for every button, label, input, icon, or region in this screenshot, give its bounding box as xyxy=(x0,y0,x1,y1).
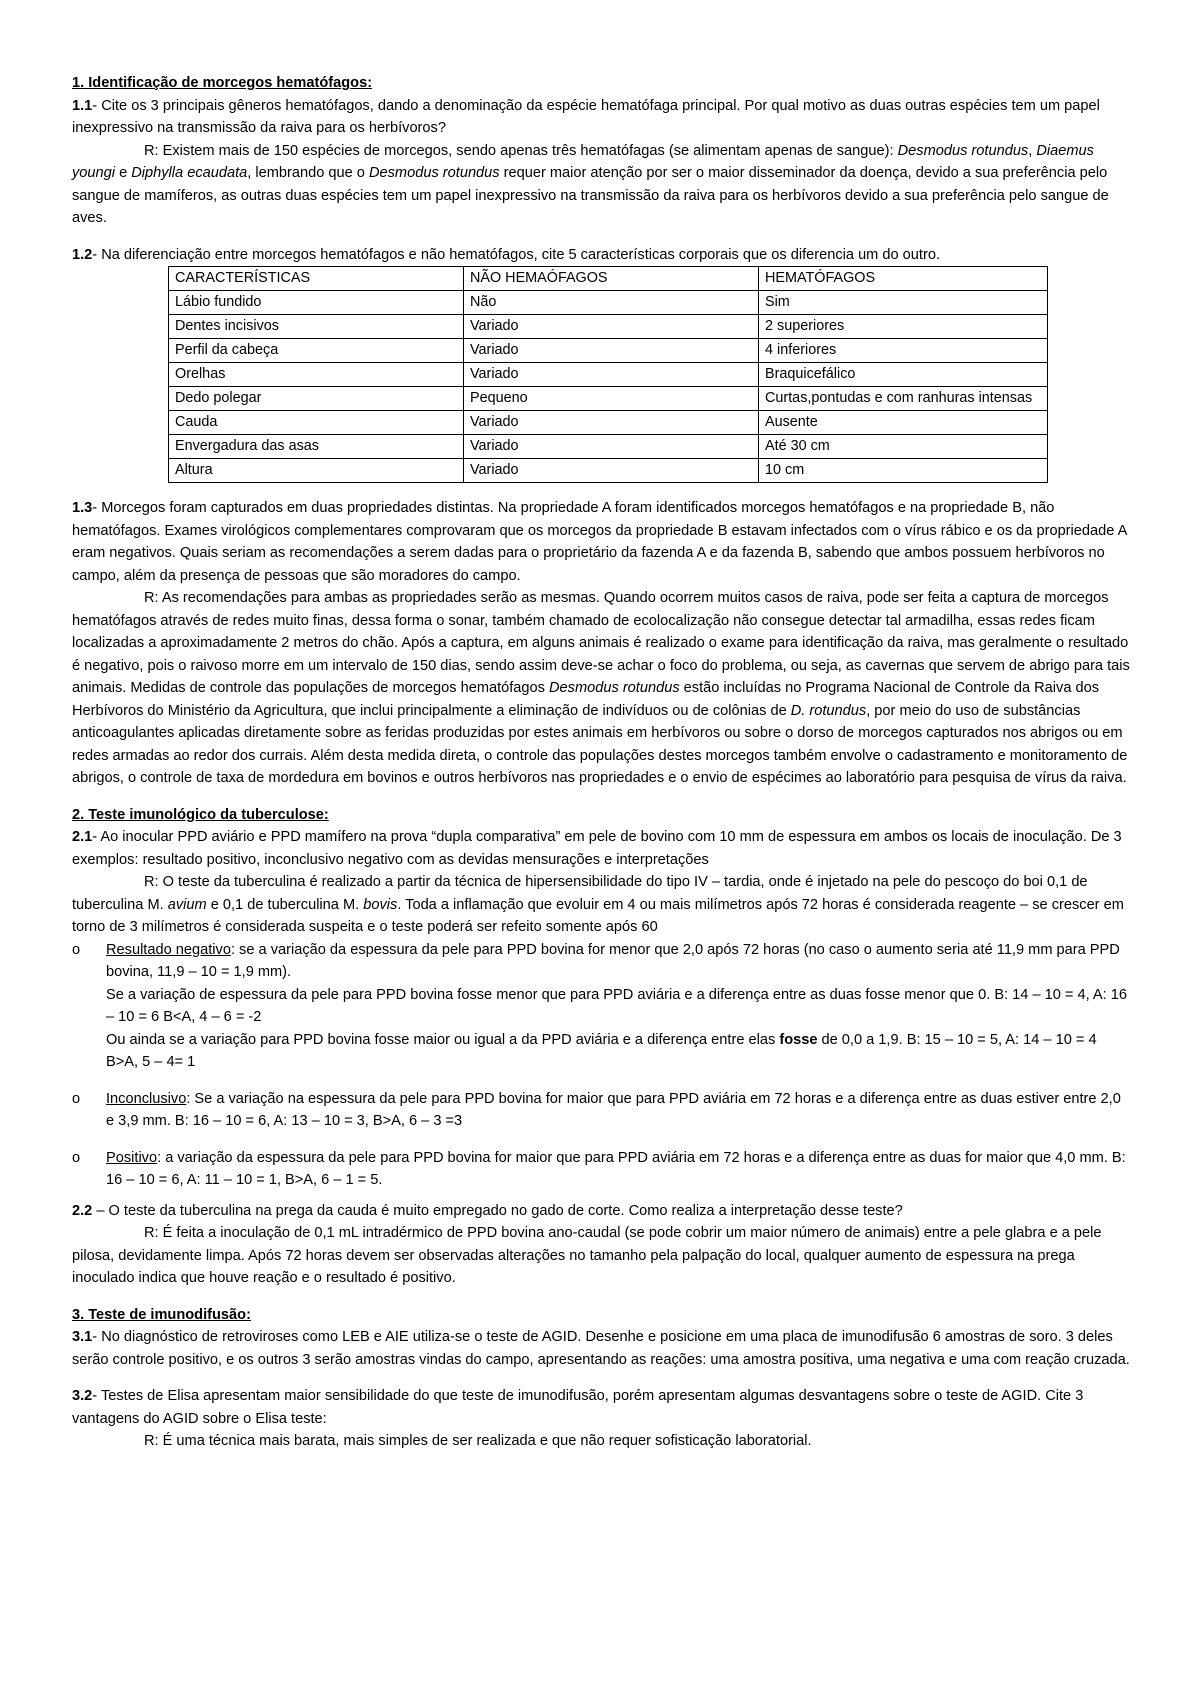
question-2-1: 2.1- Ao inocular PPD aviário e PPD mamífero na prova “dupla comparativa” em pele de bovino com 10 mm de espessura em ambos os locais de inoculação. De 3 exemplos: resultado positivo, inconclusivo negativo com as devidas mensurações e interpretações xyxy=(72,829,1122,868)
bullet-marker: o xyxy=(72,1149,81,1166)
bullet-marker: o xyxy=(72,1090,81,1107)
table-cell: Não xyxy=(464,291,759,315)
positive-label: Positivo xyxy=(106,1149,158,1166)
question-number: 1.1 xyxy=(72,97,93,114)
question-3-2: 3.2- Testes de Elisa apresentam maior sensibilidade do que teste de imunodifusão, porém apresentam algumas desvantagens sobre o teste de AGID. Cite 3 vantagens do AGID sobre o Elisa teste: xyxy=(72,1388,1084,1427)
answer-1-3: R: As recomendações para ambas as propriedades serão as mesmas. Quando ocorrem muitos casos de raiva, pode ser feita a captura de morcegos hematófagos através de redes muito finas, dessa forma o sonar, também chamado de ecolocalização não consegue detectar tal armadilha, essas redes ficam localizadas a aproximadamente 2 metros do chão. Após a captura, em alguns animais é realizado o exame para identificação da raiva, mas geralmente o resultado é negativo, pois o raivoso morre em um intervalo de 150 dias, sendo assim deve-se achar o foco do problema, ou seja, as cavernas que servem de abrigo para tais animais. Medidas de controle das populações de morcegos hematófagos Desmodus rotundus estão incluídas no Programa Nacional de Controle da Raiva dos Herbívoros do Ministério da Agricultura, que inclui principalmente a eliminação de indivíduos ou de colônias de D. rotundus, por meio do uso de substâncias anticoagulantes aplicadas diretamente sobre as feridas produzidas por estes animais em herbívoros ou sobre o dorso de morcegos capturados nos abrigos ou em redes armadas ao redor dos currais. Além desta medida direta, o controle das populações destes morcegos também envolve o cadastramento e monitoramento de abrigos, o controle de taxa de mordedura em bovinos e outros herbívoros nas propriedades e o envio de espécimes ao laboratório para pesquisa de vírus da raiva. xyxy=(72,590,1130,786)
bullet-marker: o xyxy=(72,941,81,958)
negative-example-2: Ou ainda se a variação para PPD bovina fosse maior ou igual a da PPD aviária e a diferença entre elas fosse de 0,0 a 1,9. B: 15 – 10 = 5, A: 14 – 10 = 4 B>A, 5 – 4= 1 xyxy=(106,1031,1097,1070)
answer-3-2: R: É uma técnica mais barata, mais simples de ser realizada e que não requer sofisticação laboratorial. xyxy=(144,1433,812,1449)
table-cell: Dedo polegar xyxy=(169,387,464,411)
inconclusive-label: Inconclusivo xyxy=(106,1090,187,1107)
table-cell: Variado xyxy=(464,435,759,459)
table-cell: Curtas,pontudas e com ranhuras intensas xyxy=(759,387,1048,411)
section-2-title: 2. Teste imunológico da tuberculose: xyxy=(72,806,329,823)
question-number: 2.1 xyxy=(72,829,93,845)
bullet-negative: o Resultado negativo: se a variação da espessura da pele para PPD bovina for menor que 2,0 após 72 horas (no caso o aumento seria até 11,9 mm para PPD bovina, 11,9 – 10 = 1,9 mm). Se a variação de espessura da pele para PPD bovina fosse menor que para PPD aviária e a diferença entre as duas fosse menor que 0. B: 14 – 10 = 4, A: 16 – 10 = 6 B<A, 4 – 6 = -2 Ou ainda se a variação para PPD bovina fosse maior ou igual a da PPD aviária e a diferença entre elas fosse de 0,0 a 1,9. B: 15 – 10 = 5, A: 14 – 10 = 4 B>A, 5 – 4= 1 xyxy=(72,939,1132,1074)
bullet-positive: o Positivo: a variação da espessura da pele para PPD bovina for maior que para PPD aviária em 72 horas e a diferença entre as duas for maior que 4,0 mm. B: 16 – 10 = 6, A: 11 – 10 = 1, B>A, 6 – 1 = 5. xyxy=(72,1147,1132,1192)
answer-1-1: R: Existem mais de 150 espécies de morcegos, sendo apenas três hematófagas (se alimentam apenas de sangue): Desmodus rotundus, Diaemus youngi e Diphylla ecaudata, lembrando que o Desmodus rotundus requer maior atenção por ser o maior disseminador da doença, devido a sua preferência pelo sangue de mamíferos, as outras duas espécies tem um papel inexpressivo na transmissão da raiva para os herbívoros devido a sua preferência pelo sangue de aves. xyxy=(72,142,1109,226)
table-cell: Dentes incisivos xyxy=(169,315,464,339)
table-cell: Variado xyxy=(464,363,759,387)
table-row xyxy=(169,315,1048,339)
table-row xyxy=(169,435,1048,459)
table-cell: Pequeno xyxy=(464,387,759,411)
table-cell: Variado xyxy=(464,339,759,363)
table-cell: Perfil da cabeça xyxy=(169,339,464,363)
table-row xyxy=(169,387,1048,411)
table-cell: 4 inferiores xyxy=(759,339,1048,363)
table-cell: Lábio fundido xyxy=(169,291,464,315)
table-cell: Ausente xyxy=(759,411,1048,435)
table-cell: Até 30 cm xyxy=(759,435,1048,459)
negative-example-1: Se a variação de espessura da pele para PPD bovina fosse menor que para PPD aviária e a diferença entre as duas fosse menor que 0. B: 14 – 10 = 4, A: 16 – 10 = 6 B<A, 4 – 6 = -2 xyxy=(106,986,1127,1025)
table-cell: NÃO HEMAÓFAGOS xyxy=(464,267,759,291)
table-cell: Braquicefálico xyxy=(759,363,1048,387)
question-number: 3.1 xyxy=(72,1329,93,1345)
table-cell: 2 superiores xyxy=(759,315,1048,339)
question-number: 1.3 xyxy=(72,500,93,516)
table-cell: Cauda xyxy=(169,411,464,435)
question-1-3: 1.3- Morcegos foram capturados em duas propriedades distintas. Na propriedade A foram identificados morcegos hematófagos e na propriedade B, não hematófagos. Exames virológicos complementares comprovaram que os morcegos da propriedade B estavam infectados com o vírus rábico e os da propriedade A eram negativos. Quais seriam as recomendações a serem dadas para o proprietário da fazenda A e da fazenda B, sabendo que ambos possuem herbívoros no campo, além da presença de pessoas que são moradores do campo. xyxy=(72,500,1127,584)
bullet-inconclusive: o Inconclusivo: Se a variação na espessura da pele para PPD bovina for maior que para PPD aviária em 72 horas e a diferença entre as duas estiver entre 2,0 e 3,9 mm. B: 16 – 10 = 6, A: 13 – 10 = 3, B>A, 6 – 3 =3 xyxy=(72,1088,1132,1133)
answer-2-1: R: O teste da tuberculina é realizado a partir da técnica de hipersensibilidade do tipo IV – tardia, onde é injetado na pele do pescoço do boi 0,1 de tuberculina M. avium e 0,1 de tuberculina M. bovis. Toda a inflamação que evoluir em 4 ou mais milímetros após 72 horas é considerada reagente – se crescer em torno de 3 milímetros é considerada suspeita e o teste poderá ser refeito somente após 60 xyxy=(72,874,1124,935)
negative-label: Resultado negativo xyxy=(106,941,231,958)
bat-traits-table xyxy=(168,266,1048,483)
question-3-1: 3.1- No diagnóstico de retroviroses como LEB e AIE utiliza-se o teste de AGID. Desenhe e posicione em uma placa de imunodifusão 6 amostras de soro. 3 deles serão controle positivo, e os outros 3 serão amostras vindas do campo, apresentando as reações: uma amostra positiva, uma negativa e uma com reação cruzada. xyxy=(72,1329,1130,1368)
table-cell: Variado xyxy=(464,315,759,339)
answer-2-2: R: É feita a inoculação de 0,1 mL intradérmico de PPD bovina ano-caudal (se pode cobrir um maior número de animais) entre a pele glabra e a pele pilosa, devidamente limpa. Após 72 horas devem ser observadas alterações no tamanho pela palpação do local, qualquer aumento de espessura na prega inoculado indica que houve reação e o resultado é positivo. xyxy=(72,1225,1102,1286)
table-cell: Envergadura das asas xyxy=(169,435,464,459)
section-1-title: 1. Identificação de morcegos hematófagos: xyxy=(72,75,373,91)
question-number: 1.2 xyxy=(72,246,93,263)
table-row xyxy=(169,459,1048,483)
table-cell: 10 cm xyxy=(759,459,1048,483)
table-cell: Orelhas xyxy=(169,363,464,387)
table-cell: Variado xyxy=(464,459,759,483)
question-1-2: 1.2- Na diferenciação entre morcegos hematófagos e não hematófagos, cite 5 características corporais que os diferencia um do outro. xyxy=(72,246,941,263)
table-cell: CARACTERÍSTICAS xyxy=(169,267,464,291)
table-row xyxy=(169,339,1048,363)
table-cell: Altura xyxy=(169,459,464,483)
question-number: 2.2 xyxy=(72,1202,93,1219)
table-row xyxy=(169,363,1048,387)
question-2-2: 2.2 – O teste da tuberculina na prega da cauda é muito empregado no gado de corte. Como realiza a interpretação desse teste? xyxy=(72,1202,903,1219)
table-cell: Variado xyxy=(464,411,759,435)
section-3-title: 3. Teste de imunodifusão: xyxy=(72,1306,251,1323)
question-1-1: 1.1- Cite os 3 principais gêneros hematófagos, dando a denominação da espécie hematófaga principal. Por qual motivo as duas outras espécies tem um papel inexpressivo na transmissão da raiva para os herbívoros? xyxy=(72,97,1100,136)
question-number: 3.2 xyxy=(72,1388,93,1404)
table-cell: Sim xyxy=(759,291,1048,315)
table-row xyxy=(169,411,1048,435)
table-row xyxy=(169,291,1048,315)
table-cell: HEMATÓFAGOS xyxy=(759,267,1048,291)
table-header-row xyxy=(169,267,1048,291)
